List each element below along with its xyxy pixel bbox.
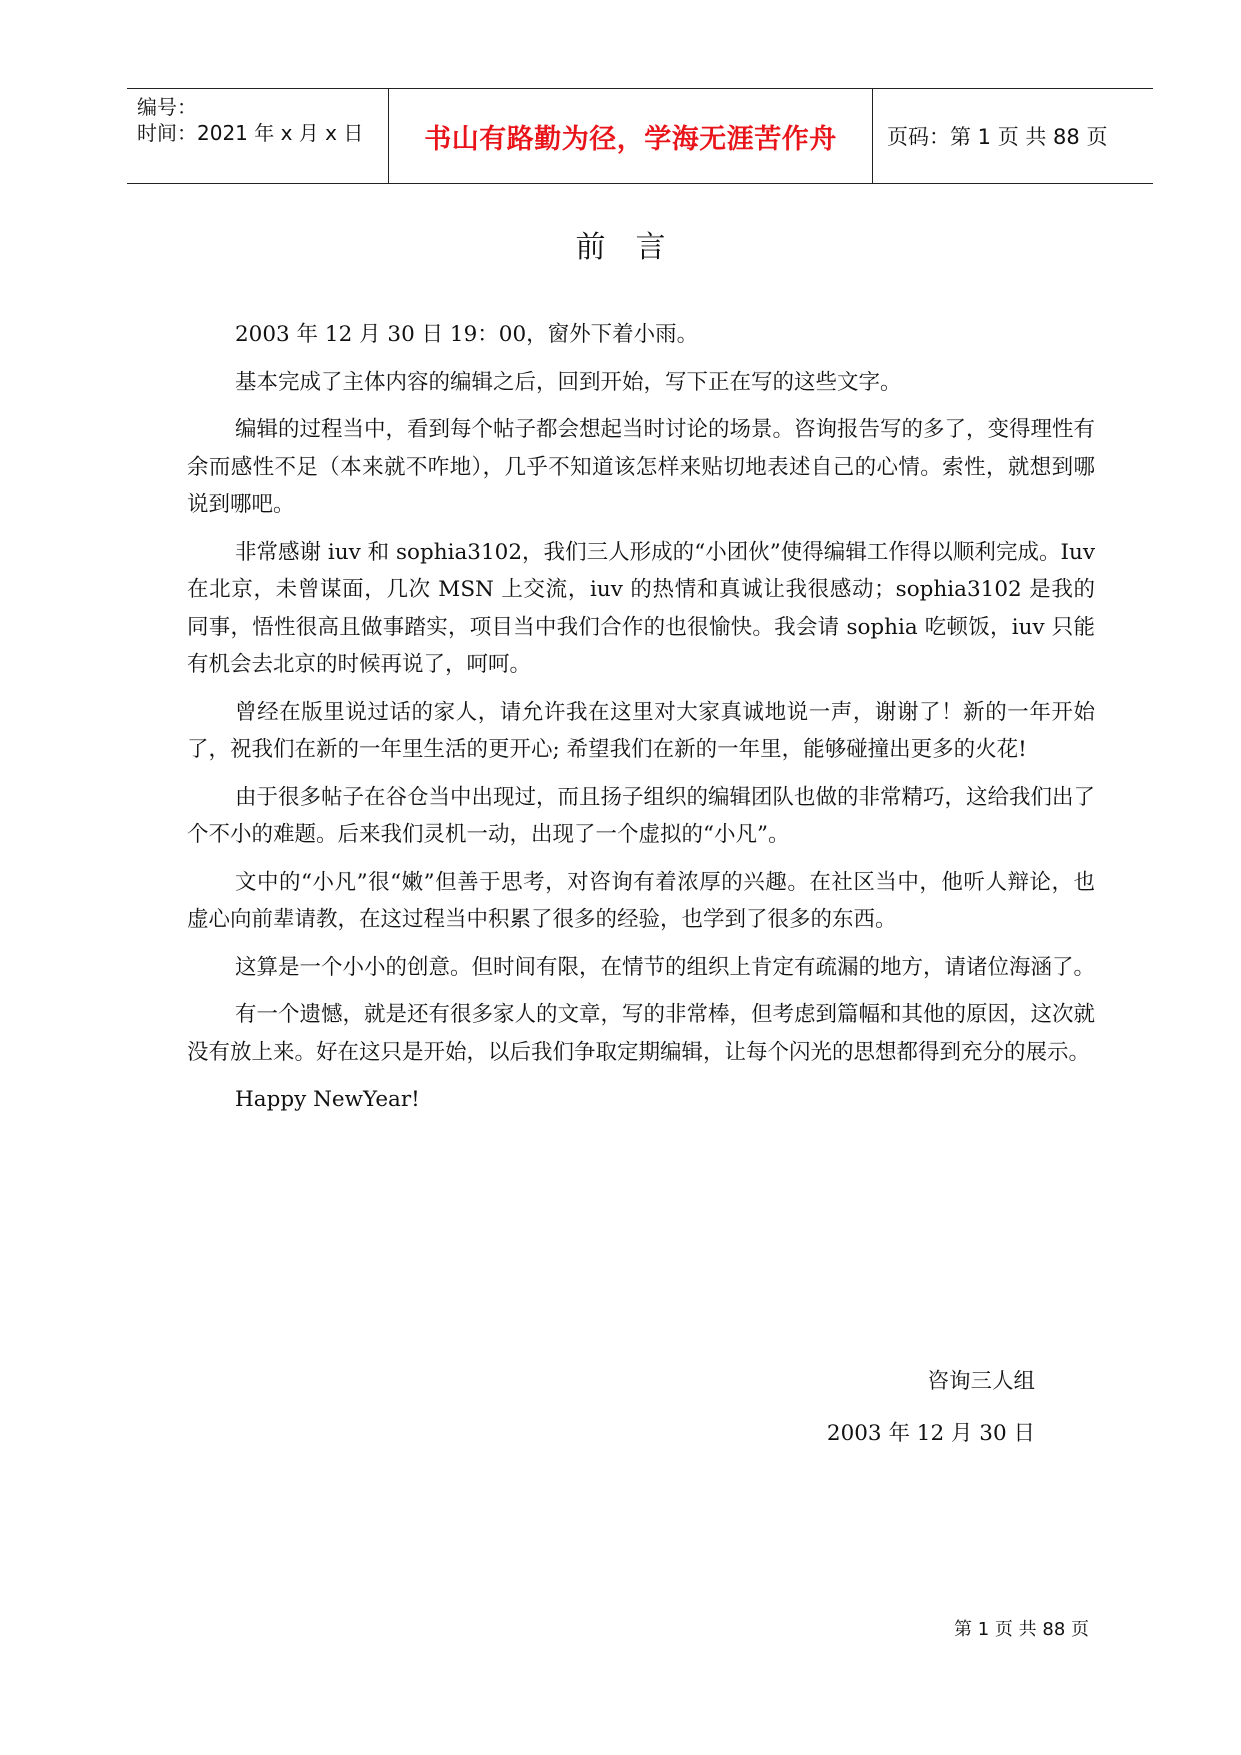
page-footer: 第 1 页 共 88 页 <box>954 1619 1089 1640</box>
signature-date: 2003 年 12 月 30 日 <box>826 1421 1035 1446</box>
page-code: 页码：第 1 页 共 88 页 <box>887 125 1108 149</box>
serial-label: 编号： <box>137 95 197 119</box>
header-motto-cell <box>389 89 872 183</box>
header-meta <box>137 89 387 183</box>
paragraph: Happy NewYear! <box>235 1087 420 1112</box>
paragraph: 由于很多帖子在谷仓当中出现过，而且扬子组织的编辑团队也做的非常精巧，这给我们出了个不小的难题。后来我们灵机一动，出现了一个虚拟的“小凡”。 <box>187 784 1096 847</box>
paragraph: 编辑的过程当中，看到每个帖子都会想起当时讨论的场景。咨询报告写的多了，变得理性有余而感性不足（本来就不咋地），几乎不知道该怎样来贴切地表述自己的心情。索性，就想到哪说到哪吧。 <box>187 417 1096 517</box>
header-page-cell <box>887 89 1153 183</box>
page-title: 前言 <box>575 230 696 265</box>
paragraph: 基本完成了主体内容的编辑之后，回到开始，写下正在写的这些文字。 <box>235 369 902 395</box>
paragraph: 曾经在版里说过话的家人，请允许我在这里对大家真诚地说一声，谢谢了！新的一年开始了，祝我们在新的一年里生活的更开心; 希望我们在新的一年里，能够碰撞出更多的火花! <box>187 699 1095 762</box>
paragraph: 文中的“小凡”很“嫩”但善于思考，对咨询有着浓厚的兴趣。在社区当中，他听人辩论，也虚心向前辈请教，在这过程当中积累了很多的经验，也学到了很多的东西。 <box>187 869 1095 932</box>
motto: 书山有路勤为径，学海无涯苦作舟 <box>424 123 837 155</box>
document-body <box>187 316 1095 1129</box>
paragraph: 这算是一个小小的创意。但时间有限，在情节的组织上肯定有疏漏的地方，请诸位海涵了。 <box>235 954 1096 980</box>
paragraph: 2003 年 12 月 30 日 19：00，窗外下着小雨。 <box>235 322 699 347</box>
date-label: 时间：2021 年 x 月 x 日 <box>137 121 364 145</box>
signature-author: 咨询三人组 <box>927 1369 1035 1394</box>
page-header <box>127 88 1153 184</box>
paragraph: 有一个遗憾，就是还有很多家人的文章，写的非常棒，但考虑到篇幅和其他的原因，这次就没有放上来。好在这只是开始，以后我们争取定期编辑，让每个闪光的思想都得到充分的展示。 <box>187 1002 1096 1065</box>
header-divider-right <box>872 89 873 183</box>
paragraph: 非常感谢 iuv 和 sophia3102，我们三人形成的“小团伙”使得编辑工作得以顺利完成。Iuv 在北京，未曾谋面，几次 MSN 上交流，iuv 的热情和真诚让我很感动；sophia3102 是我的同事，悟性很高且做事踏实，项目当中我们合作的也很愉快。我会请 sophia 吃顿饭，iuv 只能有机会去北京的时候再说了，呵呵。 <box>187 539 1095 677</box>
